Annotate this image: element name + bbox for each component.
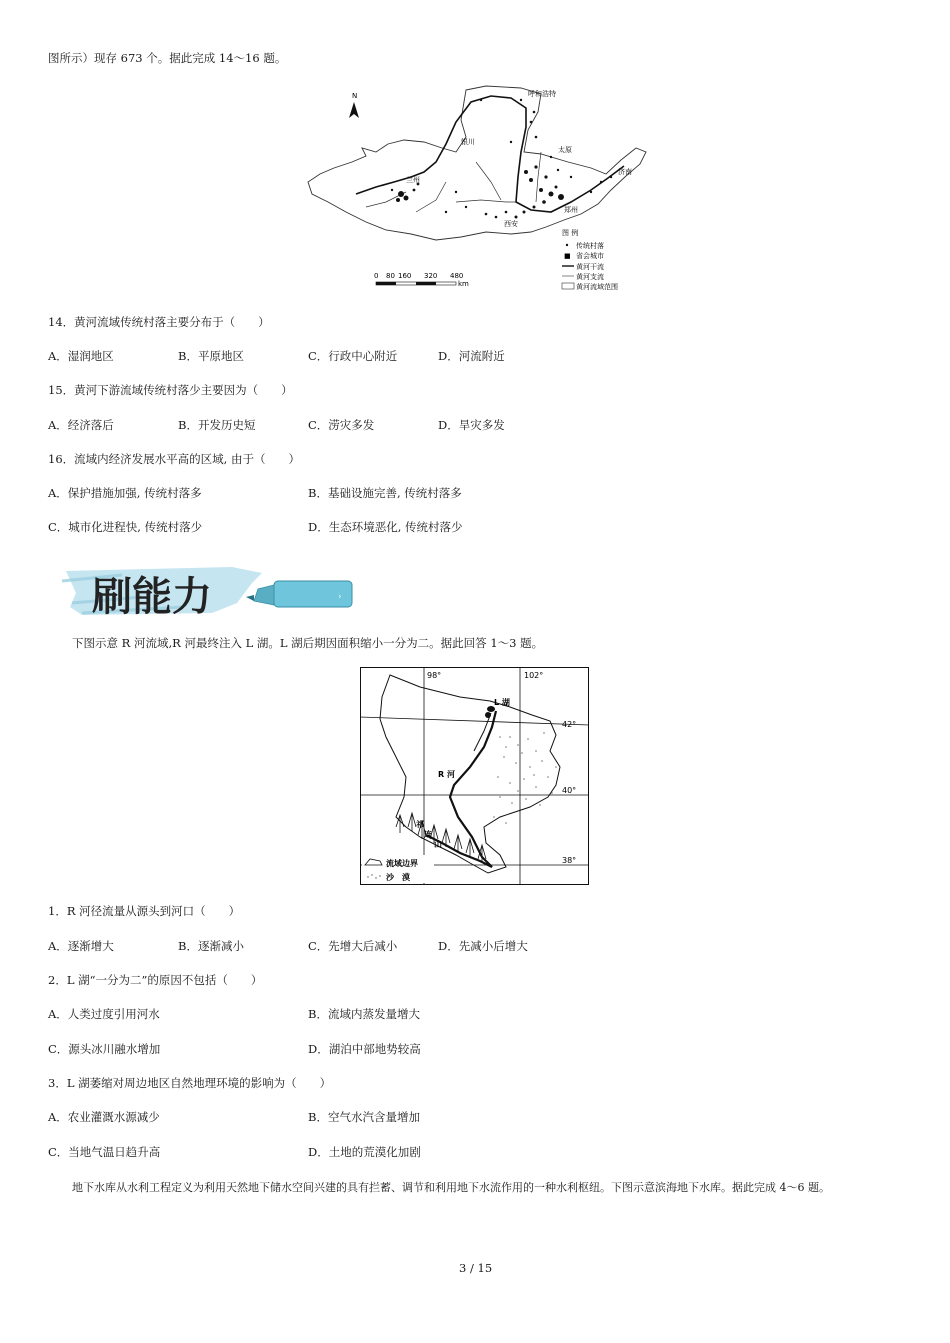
svg-text:兰州: 兰州 bbox=[406, 176, 420, 184]
option[interactable]: C．先增大后减小 bbox=[308, 939, 398, 953]
question-16: 16．流域内经济发展水平高的区域, 由于（ ） bbox=[48, 452, 300, 466]
option[interactable]: A．逐渐增大 bbox=[48, 939, 114, 953]
banner-title: 刷能力 bbox=[92, 574, 212, 620]
svg-text:›: › bbox=[338, 592, 342, 602]
svg-text:沙 漠: 沙 漠 bbox=[386, 873, 410, 882]
option[interactable]: C．源头冰川融水增加 bbox=[48, 1042, 161, 1056]
option[interactable]: A．湿润地区 bbox=[48, 349, 114, 363]
option[interactable]: B．空气水汽含量增加 bbox=[308, 1110, 420, 1124]
svg-text:■: ■ bbox=[564, 252, 571, 260]
svg-text:黄河干流: 黄河干流 bbox=[576, 263, 604, 271]
question-2: 2．L 湖“一分为二”的原因不包括（ ） bbox=[48, 973, 263, 987]
option[interactable]: A．经济落后 bbox=[48, 418, 114, 432]
svg-text:西安: 西安 bbox=[504, 220, 518, 228]
question-15: 15．黄河下游流域传统村落少主要因为（ ） bbox=[48, 383, 293, 397]
north-label: N bbox=[352, 92, 358, 100]
svg-text:40°: 40° bbox=[562, 786, 577, 795]
option[interactable]: C．行政中心附近 bbox=[308, 349, 398, 363]
option[interactable]: C．当地气温日趋升高 bbox=[48, 1145, 161, 1159]
svg-text:山: 山 bbox=[434, 840, 442, 849]
svg-text:80: 80 bbox=[386, 272, 395, 280]
option[interactable]: B．平原地区 bbox=[178, 349, 244, 363]
option[interactable]: D．生态环境恶化, 传统村落少 bbox=[308, 520, 463, 534]
section-banner bbox=[62, 563, 362, 619]
scale-bar bbox=[374, 272, 469, 288]
option[interactable]: C．涝灾多发 bbox=[308, 418, 375, 432]
option[interactable]: C．城市化进程快, 传统村落少 bbox=[48, 520, 203, 534]
svg-text:银川: 银川 bbox=[461, 138, 475, 146]
option[interactable]: A．保护措施加强, 传统村落多 bbox=[48, 486, 202, 500]
svg-text:流域边界: 流域边界 bbox=[386, 859, 418, 868]
river-label: R 河 bbox=[438, 770, 455, 779]
page-number: 3 / 15 bbox=[459, 1261, 493, 1275]
svg-text:480: 480 bbox=[450, 272, 464, 280]
option[interactable]: B．基础设施完善, 传统村落多 bbox=[308, 486, 462, 500]
svg-text:郑州: 郑州 bbox=[564, 206, 578, 214]
svg-text:38°: 38° bbox=[562, 856, 577, 865]
intro-text: 下图示意 R 河流域,R 河最终注入 L 湖。L 湖后期因面积缩小一分为二。据此回答 1～3 题。 bbox=[72, 636, 544, 650]
option[interactable]: D．土地的荒漠化加剧 bbox=[308, 1145, 421, 1159]
option[interactable]: B．开发历史短 bbox=[178, 418, 256, 432]
option[interactable]: D．旱灾多发 bbox=[438, 418, 505, 432]
option[interactable]: D．河流附近 bbox=[438, 349, 505, 363]
question-14: 14．黄河流域传统村落主要分布于（ ） bbox=[48, 315, 270, 329]
svg-text:42°: 42° bbox=[562, 720, 577, 729]
map-legend bbox=[562, 228, 618, 291]
svg-text:济南: 济南 bbox=[618, 168, 632, 176]
option[interactable]: B．逐渐减小 bbox=[178, 939, 244, 953]
svg-text:祁: 祁 bbox=[416, 820, 424, 829]
option[interactable]: A．人类过度引用河水 bbox=[48, 1007, 160, 1021]
option[interactable]: D．湖泊中部地势较高 bbox=[308, 1042, 421, 1056]
svg-text:km: km bbox=[458, 280, 469, 288]
question-3: 3．L 湖萎缩对周边地区自然地理环境的影响为（ ） bbox=[48, 1076, 332, 1090]
svg-text:160: 160 bbox=[398, 272, 412, 280]
r-river-map bbox=[360, 667, 589, 885]
svg-text:省会城市: 省会城市 bbox=[576, 252, 604, 260]
svg-text:图 例: 图 例 bbox=[562, 229, 579, 237]
svg-text:连: 连 bbox=[424, 830, 432, 839]
svg-text:黄河流域范围: 黄河流域范围 bbox=[576, 283, 618, 291]
option[interactable]: A．农业灌溉水源减少 bbox=[48, 1110, 160, 1124]
option[interactable]: B．流域内蒸发量增大 bbox=[308, 1007, 420, 1021]
svg-text:320: 320 bbox=[424, 272, 438, 280]
svg-text:太原: 太原 bbox=[558, 146, 572, 154]
svg-text:呼和浩特: 呼和浩特 bbox=[528, 90, 556, 98]
map2-legend bbox=[362, 855, 434, 883]
lake-label: L 湖 bbox=[494, 698, 510, 707]
question-1: 1．R 河径流量从源头到河口（ ） bbox=[48, 904, 241, 918]
yellow-river-map bbox=[306, 82, 652, 294]
intro-text: 地下水库从水利工程定义为利用天然地下储水空间兴建的具有拦蓄、调节和利用地下水流作用的一种水利枢纽。下图示意滨海地下水库。据此完成 4～6 题。 bbox=[72, 1181, 830, 1194]
option[interactable]: D．先减小后增大 bbox=[438, 939, 528, 953]
svg-text:传统村落: 传统村落 bbox=[576, 242, 604, 250]
svg-text:0: 0 bbox=[374, 272, 379, 280]
svg-text:98°: 98° bbox=[427, 671, 442, 680]
intro-text: 图所示）现存 673 个。据此完成 14～16 题。 bbox=[48, 51, 287, 65]
svg-text:黄河支流: 黄河支流 bbox=[576, 273, 604, 281]
svg-text:102°: 102° bbox=[524, 671, 544, 680]
